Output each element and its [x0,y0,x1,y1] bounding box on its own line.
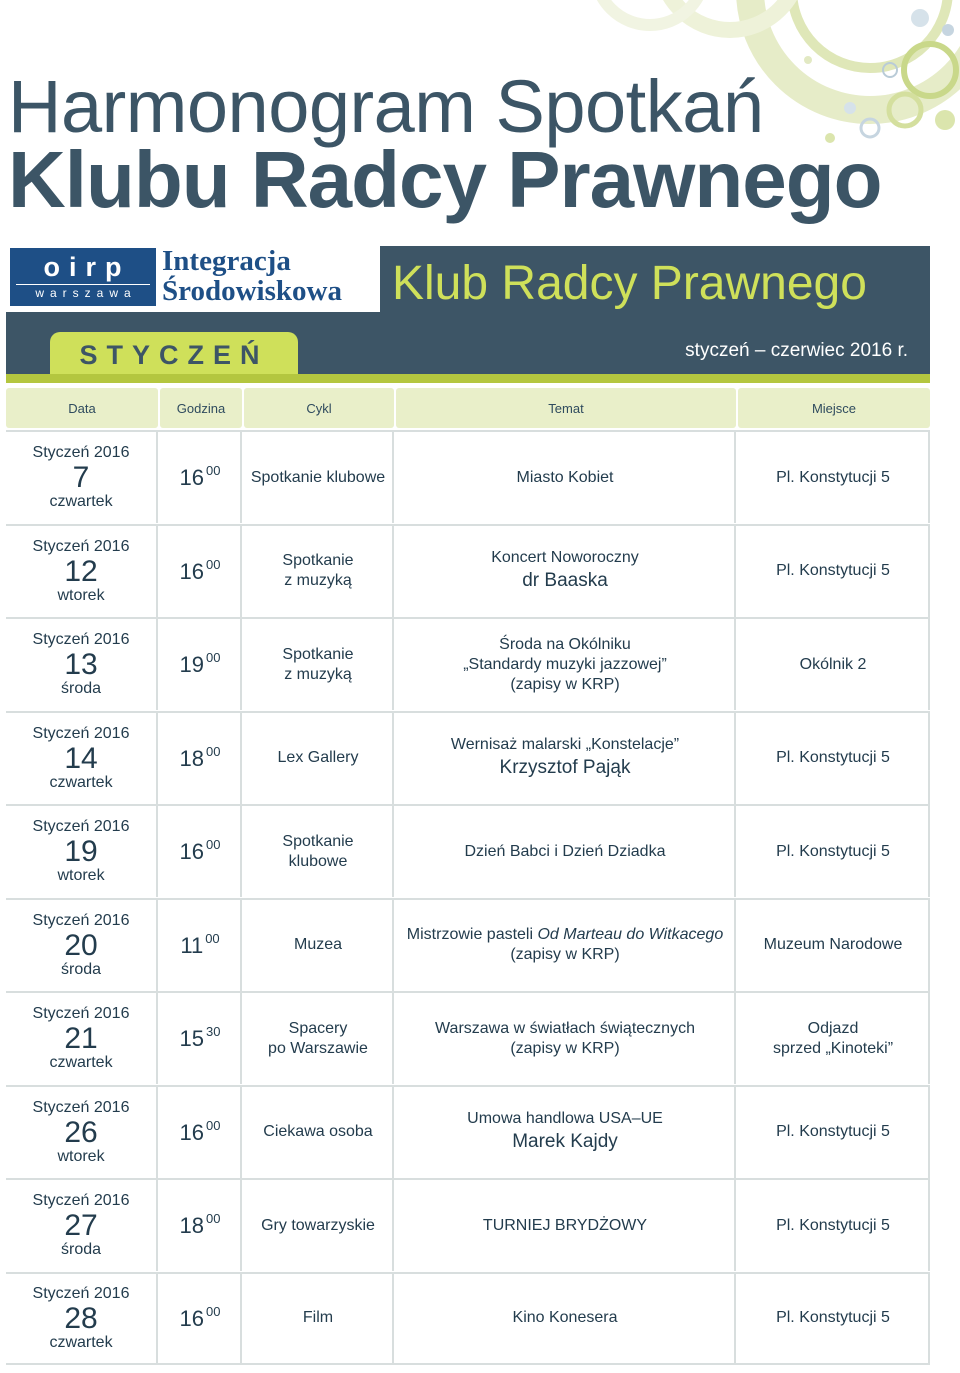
oirp-logo [10,248,156,306]
table-row [6,991,930,1084]
time-cell [160,619,242,710]
topic-line: Koncert Noworoczny [491,549,639,566]
integration-label-line2: Środowiskowa [162,275,342,307]
place-line: Muzeum Narodowe [763,936,903,953]
cycle-cell [244,526,394,617]
date-month: Styczeń 2016 [32,1284,130,1302]
month-label: STYCZEŃ [79,340,269,370]
table-row [6,711,930,804]
time-hour: 15 [179,1026,204,1051]
integration-label-line1: Integracja [162,245,291,277]
topic-line: Dzień Babci i Dzień Dziadka [464,842,666,860]
time-value [179,1211,221,1238]
topic-line: Wernisaż malarski „Konstelacje” [450,736,680,753]
time-hour: 16 [179,558,204,584]
time-hour: 16 [179,465,204,490]
column-header-cycle: Cykl [244,388,394,428]
date-weekday: środa [60,960,102,978]
place-line: Pl. Konstytucji 5 [776,1309,890,1326]
column-header-topic: Temat [396,388,736,428]
topic-cell [396,900,736,991]
club-name: Klub Radcy Prawnego [392,257,867,310]
topic-guest: dr Baaska [522,570,608,591]
date-cell [6,900,158,991]
column-header-time: Godzina [160,388,242,428]
date-day: 28 [64,1301,98,1335]
cycle-line: Spotkanie [282,552,354,569]
time-hour: 16 [179,839,204,864]
cycle-line: klubowe [288,852,348,870]
topic-line: „Standardy muzyki jazzowej” [463,655,667,673]
logo-panel [6,246,380,312]
date-day: 21 [64,1022,98,1055]
date-weekday: czwartek [49,773,113,791]
topic-line: (zapisy w KRP) [510,946,620,963]
topic-cell [396,1274,736,1363]
cycle-line: Lex Gallery [277,749,359,766]
time-value [179,1117,221,1145]
time-hour: 19 [179,652,204,677]
time-minutes: 00 [206,556,221,572]
place-line: Pl. Konstytucji 5 [776,562,890,579]
date-month: Styczeń 2016 [32,1192,130,1209]
topic-cell [396,1087,736,1178]
time-hour: 11 [180,932,204,958]
time-value [179,463,221,490]
topic-line: (zapisy w KRP) [510,675,620,693]
topic-line: (zapisy w KRP) [510,1039,620,1057]
cycle-cell [244,713,394,804]
time-value [179,1303,221,1331]
date-month: Styczeń 2016 [32,818,130,835]
time-hour: 18 [179,1213,204,1238]
cycle-line: Spotkanie klubowe [250,468,386,486]
topic-prefix: Mistrzowie pasteli [406,926,538,943]
date-day: 13 [64,648,98,681]
oirp-logo-text: oirp [43,252,131,282]
date-month: Styczeń 2016 [32,724,130,742]
date-day: 19 [64,835,98,868]
time-cell [160,1274,242,1363]
cycle-cell [244,900,394,991]
date-month: Styczeń 2016 [32,444,130,461]
integration-label [162,246,342,306]
time-minutes: 00 [206,650,221,665]
column-header-date: Data [6,388,158,428]
time-minutes: 00 [206,743,221,759]
time-minutes: 30 [206,1024,221,1039]
topic-guest: Krzysztof Pająk [499,757,631,778]
place-cell [738,806,930,897]
topic-cell [396,806,736,897]
time-value [180,930,220,958]
time-value [179,743,221,771]
table-header [6,388,930,428]
place-cell [738,1087,930,1178]
time-cell [160,993,242,1084]
cycle-cell [244,1274,394,1363]
date-cell [6,619,158,710]
place-cell [738,526,930,617]
cycle-line: Spotkanie [282,832,354,850]
date-month: Styczeń 2016 [32,911,130,929]
table-row [6,430,930,523]
date-day: 7 [72,461,90,494]
time-hour: 16 [179,1119,204,1145]
time-cell [160,526,242,617]
date-weekday: czwartek [49,493,113,510]
month-tab [50,332,298,374]
place-cell [738,900,930,991]
date-weekday: wtorek [57,1147,105,1165]
time-value [179,837,221,864]
period-label: styczeń – czerwiec 2016 r. [685,340,908,361]
time-value [179,650,221,677]
cycle-cell [244,1180,394,1271]
date-weekday: czwartek [49,1054,113,1071]
topic-cell [396,993,736,1084]
place-cell [738,619,930,710]
cycle-cell [244,806,394,897]
place-cell [738,1274,930,1363]
cycle-cell [244,1087,394,1178]
date-weekday: wtorek [57,867,105,884]
topic-title-line [407,925,723,945]
date-weekday: wtorek [57,586,105,604]
date-month: Styczeń 2016 [32,631,130,648]
date-day: 20 [64,928,98,962]
place-cell [738,432,930,523]
topic-line: Warszawa w światłach świątecznych [435,1019,695,1037]
date-weekday: środa [60,680,102,697]
cycle-line: z muzyką [284,572,352,589]
place-line: Okólnik 2 [799,655,867,673]
table-row [6,617,930,710]
time-cell [160,432,242,523]
table-row [6,1085,930,1178]
topic-italic-title: Od Marteau do Witkacego [537,926,724,943]
topic-cell [396,432,736,523]
time-cell [160,713,242,804]
cycle-cell [244,619,394,710]
date-day: 12 [64,554,98,588]
place-line: Pl. Konstytucji 5 [776,1216,890,1234]
table-row [6,524,930,617]
table-row [6,1272,930,1365]
topic-guest: Marek Kajdy [512,1131,618,1152]
cycle-line: Spotkanie [282,645,354,663]
time-minutes: 00 [206,1211,221,1226]
date-cell [6,432,158,523]
date-month: Styczeń 2016 [32,1005,130,1022]
place-line: Pl. Konstytucji 5 [776,1123,890,1140]
topic-line: Środa na Okólniku [499,635,631,653]
date-cell [6,713,158,804]
table-row [6,804,930,897]
cycle-line: Film [302,1309,334,1326]
place-line: Pl. Konstytucji 5 [776,842,890,860]
date-cell [6,1087,158,1178]
topic-cell [396,526,736,617]
place-line: Odjazd [807,1019,859,1037]
place-cell [738,713,930,804]
topic-cell [396,619,736,710]
topic-cell [396,1180,736,1271]
oirp-logo-subtext: warszawa [35,286,137,300]
cycle-line: Spacery [288,1019,348,1037]
cycle-cell [244,432,394,523]
date-day: 14 [64,741,98,775]
place-cell [738,993,930,1084]
oirp-logo-divider [16,284,150,285]
topic-line: Kino Konesera [512,1309,618,1326]
time-minutes: 00 [206,837,221,852]
topic-cell [396,713,736,804]
date-day: 26 [64,1115,98,1149]
time-cell [160,900,242,991]
time-cell [160,1087,242,1178]
time-minutes: 00 [206,1117,221,1133]
time-minutes: 00 [206,463,221,478]
time-minutes: 00 [205,930,220,946]
date-month: Styczeń 2016 [32,1098,130,1116]
date-month: Styczeń 2016 [32,537,130,555]
page-title-line2: Klubu Radcy Prawnego [8,135,882,224]
date-cell [6,1180,158,1271]
date-cell [6,526,158,617]
table-row [6,1178,930,1271]
place-cell [738,1180,930,1271]
time-minutes: 00 [206,1303,221,1319]
topic-line: TURNIEJ BRYDŻOWY [482,1216,648,1234]
cycle-line: po Warszawie [268,1039,368,1057]
header-banner [6,246,930,374]
cycle-line: z muzyką [284,665,352,683]
place-line: Pl. Konstytucji 5 [776,468,890,486]
column-header-place: Miejsce [738,388,930,428]
page-title-line1: Harmonogram Spotkań [8,65,764,148]
topic-line: Umowa handlowa USA–UE [467,1110,663,1127]
cycle-cell [244,993,394,1084]
date-day: 27 [64,1209,98,1242]
date-cell [6,806,158,897]
time-value [179,1024,221,1051]
place-line: sprzed „Kinoteki” [772,1039,894,1057]
topic-line: Miasto Kobiet [516,468,614,486]
date-weekday: środa [60,1241,102,1258]
cycle-line: Ciekawa osoba [263,1123,373,1140]
banner-accent-strip [6,374,930,383]
date-weekday: czwartek [49,1333,113,1351]
time-cell [160,1180,242,1271]
time-value [179,556,221,584]
time-hour: 18 [179,745,204,771]
cycle-line: Gry towarzyskie [261,1216,375,1234]
date-cell [6,1274,158,1363]
place-line: Pl. Konstytucji 5 [776,749,890,766]
date-cell [6,993,158,1084]
table-row [6,898,930,991]
time-cell [160,806,242,897]
cycle-line: Muzea [293,936,343,953]
time-hour: 16 [179,1305,204,1331]
